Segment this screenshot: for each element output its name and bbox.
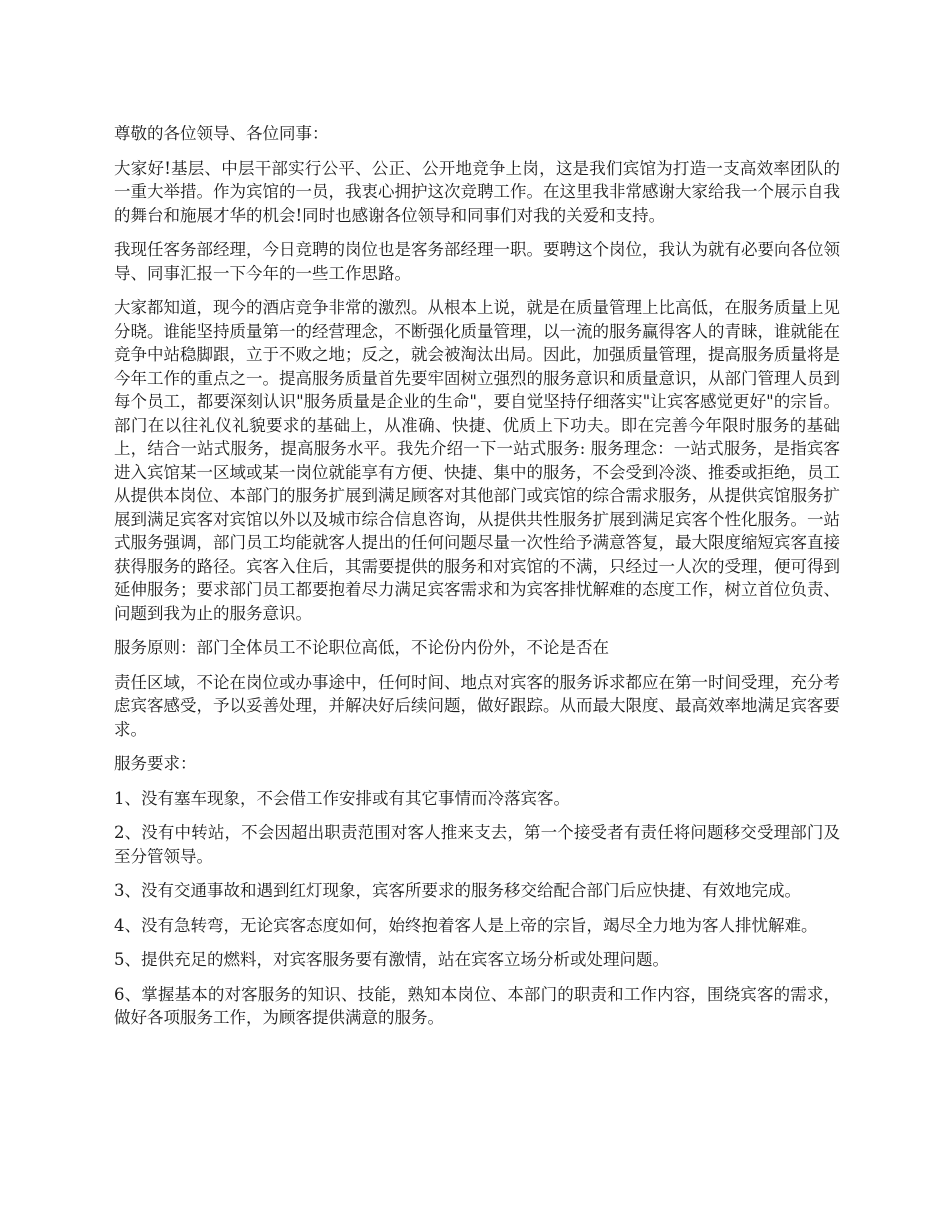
- requirement-item-6: 6、掌握基本的对客服务的知识、技能，熟知本岗位、本部门的职责和工作内容，围绕宾客的需求，做好各项服务工作，为顾客提供满意的服务。: [114, 984, 840, 1027]
- paragraph-greeting: 大家好!基层、中层干部实行公平、公正、公开地竞争上岗，这是我们宾馆为打造一支高效率团队的一重大举措。作为宾馆的一员，我衷心拥护这次竞聘工作。在这里我非常感谢大家给我一个展示自我的舞台和施展才华的机会!同时也感谢各位领导和同事们对我的关爱和支持。: [114, 158, 840, 225]
- requirement-item-1: 1、没有塞车现象，不会借工作安排或有其它事情而冷落宾客。: [114, 788, 570, 808]
- requirement-item-4: 4、没有急转弯，无论宾客态度如何，始终抱着客人是上帝的宗旨，竭尽全力地为客人排忧解难。: [114, 915, 818, 935]
- requirement-item-3: 3、没有交通事故和遇到红灯现象，宾客所要求的服务移交给配合部门后应快捷、有效地完成。: [114, 881, 801, 900]
- paragraph-service-principle: 服务原则：部门全体员工不论职位高低，不论份内份外，不论是否在: [114, 638, 609, 657]
- document-body: [114, 122, 840, 1041]
- salutation: 尊敬的各位领导、各位同事：: [114, 124, 329, 143]
- paragraph-service-quality: 大家都知道，现今的酒店竞争非常的激烈。从根本上说，就是在质量管理上比高低，在服务质量上见分晓。谁能坚持质量第一的经营理念，不断强化质量管理，以一流的服务赢得客人的青睐，谁就能在竞争中站稳脚跟，立于不败之地；反之，就会被淘汰出局。因此，加强质量管理，提高服务质量将是今年工作的重点之一。提高服务质量首先要牢固树立强烈的服务意识和质量意识，从部门管理人员到每个员工，都要深刻认识"服务质量是企业的生命"，要自觉坚持仔细落实"让宾客感觉更好"的宗旨。部门在以往礼仪礼貌要求的基础上，从准确、快捷、优质上下功夫。即在完善今年限时服务的基础上，结合一站式服务，提高服务水平。我先介绍一下一站式服务: 服务理念：一站式服务，是指宾客进入宾馆某一区域或某一岗位就能享有方便、快捷、集中的服务，不会受到冷淡、推委或拒绝，员工从提供本岗位、本部门的服务扩展到满足顾客对其他部门或宾馆的综合需求服务，从提供宾馆服务扩展到满足宾客对宾馆以外以及城市综合信息咨询，从提供共性服务扩展到满足宾客个性化服务。一站式服务强调，部门员工均能就客人提出的任何问题尽量一次性给予满意答复，最大限度缩短宾客直接获得服务的路径。宾客入住后，其需要提供的服务和对宾馆的不满，只经过一人次的受理，便可得到延伸服务；要求部门员工都要抱着尽力满足宾客需求和为宾客排忧解难的态度工作，树立首位负责、问题到我为止的服务意识。: [114, 298, 840, 623]
- heading-service-requirements: 服务要求：: [114, 754, 197, 773]
- requirement-item-5: 5、提供充足的燃料，对宾客服务要有激情，站在宾客立场分析或处理问题。: [114, 950, 669, 969]
- requirement-item-2: 2、没有中转站，不会因超出职责范围对客人推来支去，第一个接受者有责任将问题移交受理部门及至分管领导。: [114, 823, 840, 866]
- paragraph-current-position: 我现任客务部经理，今日竞聘的岗位也是客务部经理一职。要聘这个岗位，我认为就有必要向各位领导、同事汇报一下今年的一些工作思路。: [114, 240, 840, 283]
- paragraph-responsibility-area: 责任区域，不论在岗位或办事途中，任何时间、地点对宾客的服务诉求都应在第一时间受理，充分考虑宾客感受，予以妥善处理，并解决好后续问题，做好跟踪。从而最大限度、最高效率地满足宾客要求。: [114, 672, 840, 739]
